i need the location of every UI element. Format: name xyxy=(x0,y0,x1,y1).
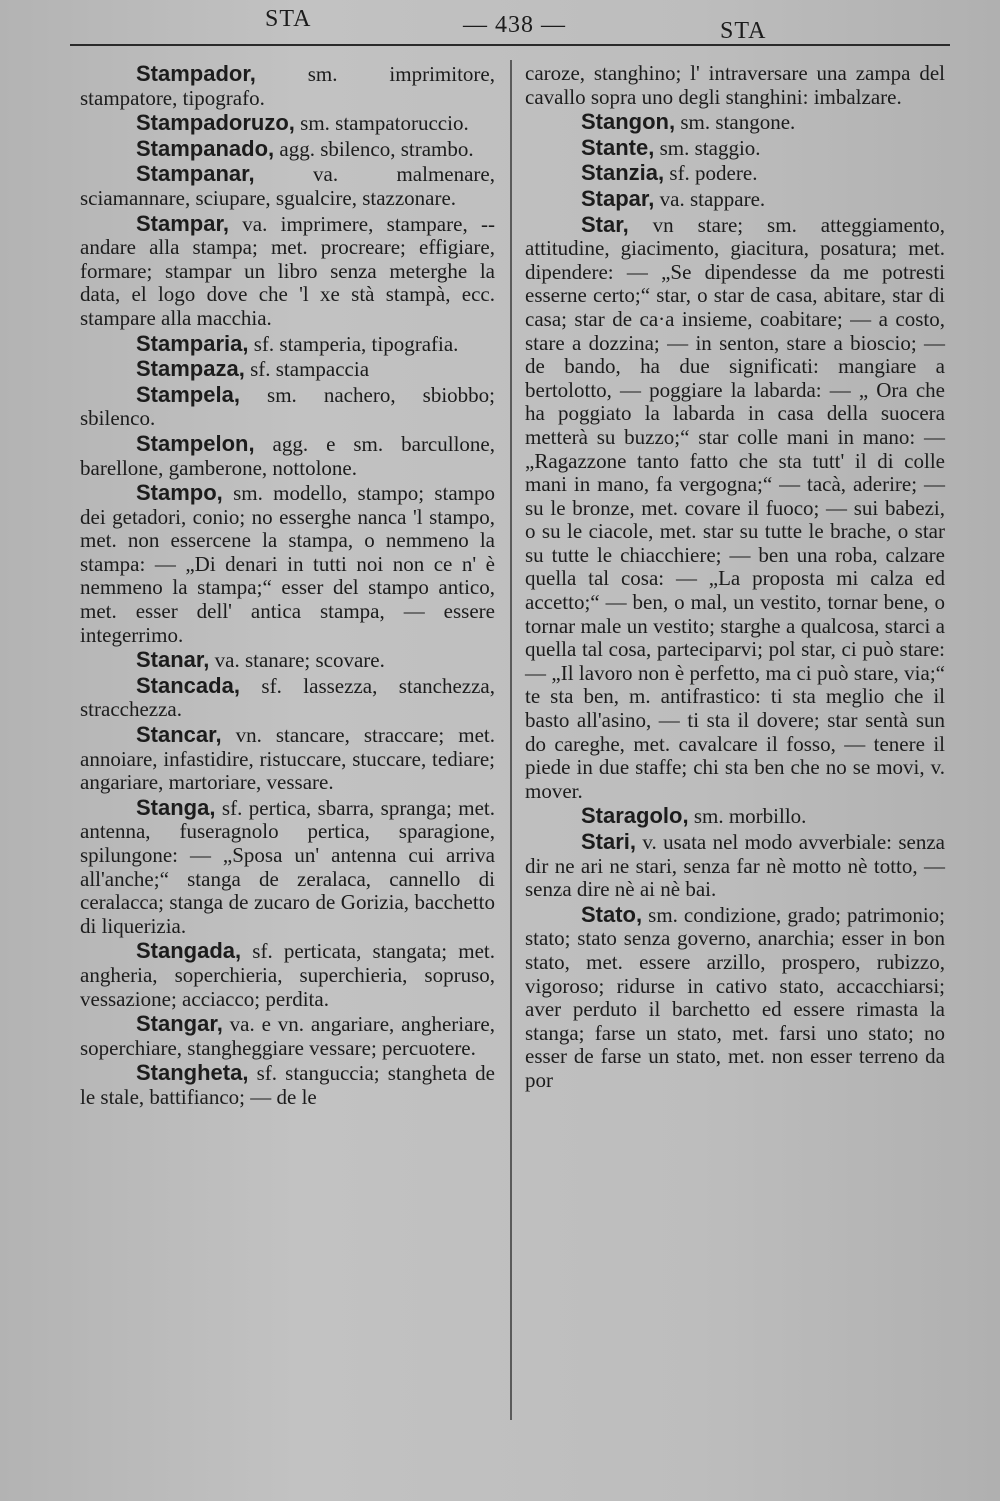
dictionary-entry xyxy=(80,357,495,382)
headword: Stato, xyxy=(581,901,643,927)
dictionary-entry-continued xyxy=(525,62,945,109)
definition: sm. stampatoruccio. xyxy=(294,111,469,136)
definition: sf. podere. xyxy=(664,161,758,186)
dictionary-entry xyxy=(80,212,495,331)
headword: Stanga, xyxy=(136,794,216,820)
definition: sf. stampaccia xyxy=(244,357,370,382)
definition: sf. stamperia, tipografia. xyxy=(248,331,459,356)
dictionary-entry xyxy=(80,162,495,210)
headword: Stangon, xyxy=(581,109,676,135)
right-column xyxy=(525,62,945,1094)
definition: sf. stanguccia; stangheta de le stale, battifianco; — de le xyxy=(80,1061,495,1109)
dictionary-entry xyxy=(525,110,945,135)
definition: sf. perticata, stangata; met. angheria, soperchieria, superchieria, sopruso, vessazione; acciacco; perdita. xyxy=(80,939,495,1011)
headword: Staragolo, xyxy=(581,803,689,829)
headword: Stampar, xyxy=(136,210,229,236)
dictionary-entry xyxy=(525,804,945,829)
definition: sm. morbillo. xyxy=(688,804,807,829)
page-number: — 438 — xyxy=(463,12,566,38)
page-header xyxy=(70,4,950,46)
definition: sm. stangone. xyxy=(675,110,796,135)
definition: sm. condizione, grado; patrimonio; stato; stato senza governo, anarchia; esser in bon stato, met. essere arzillo, prospero, rubizzo, vigoroso; ridurse in cativo stato, accacchiarsi; aver perduto il barchetto ed essere rimasta la stanga; farse un stato, met. farsi uno stato; no esser de farse un stato, met. non esser terreno da por xyxy=(525,902,945,1092)
definition: agg. sbilenco, strambo. xyxy=(274,136,474,161)
definition: sm. nachero, sbiobbo; sbilenco. xyxy=(80,382,495,431)
definition: caroze, stanghino; l' intraversare una zampa del cavallo sopra uno degli stanghini: imbalzare. xyxy=(525,61,945,109)
dictionary-entry xyxy=(80,432,495,480)
dictionary-entry xyxy=(525,830,945,902)
dictionary-entry xyxy=(80,796,495,939)
dictionary-entry xyxy=(80,939,495,1011)
header-right-guide-word: STA xyxy=(720,18,767,44)
dictionary-entry xyxy=(80,481,495,647)
dictionary-entry xyxy=(80,674,495,722)
definition: va. e vn. angariare, angheriare, soperchiare, stangheggiare vessare; percuotere. xyxy=(80,1012,495,1060)
headword: Stamparia, xyxy=(136,330,249,356)
dictionary-entry xyxy=(80,1012,495,1060)
headword: Stanar, xyxy=(136,647,210,673)
definition: sm. modello, stampo; stampo dei getadori, conio; no esserghe nanca 'l stampo, met. non essercene la stampa, o nemmeno la stampa: — „Di denari in tutti noi non ce n' è nemmeno la stampa;“ esser del stampo antico, met. esser dell' antica stampa, — essere integerrimo. xyxy=(80,481,495,647)
column-divider xyxy=(510,60,512,1420)
definition: va. imprimere, stampare, -- andare alla stampa; met. procreare; effigiare, formare; stampar un libro senza meterghe la data, el logo dove che 'l xe stà stampà, ecc. stampare alla macchia. xyxy=(80,211,495,330)
headword: Stampadoruzo, xyxy=(136,110,295,136)
definition: sf. pertica, sbarra, spranga; met. antenna, fuseragnolo pertica, sparagione, spilungone: — „Sposa un' antenna cui arriva all'anche;“ stanga de zeralaca, cannello di ceralacca; stanga de zucaro de Gorizia, bacchetto di liquerizia. xyxy=(80,795,495,938)
definition: agg. e sm. barcullone, barellone, gamberone, nottolone. xyxy=(80,431,495,480)
dictionary-entry xyxy=(80,137,495,162)
dictionary-entry xyxy=(525,213,945,804)
dictionary-entry xyxy=(525,161,945,186)
definition: sm. staggio. xyxy=(654,135,761,160)
headword: Stampaza, xyxy=(136,356,245,382)
dictionary-entry xyxy=(525,136,945,161)
definition: sf. lassezza, stanchezza, stracchezza. xyxy=(80,673,495,722)
dictionary-entry xyxy=(80,723,495,795)
headword: Stancada, xyxy=(136,672,240,698)
headword: Star, xyxy=(581,211,629,237)
definition: va. malmenare, sciamannare, sciupare, sgualcire, stazzonare. xyxy=(80,162,495,210)
header-left-guide-word: STA xyxy=(265,6,312,32)
dictionary-entry xyxy=(80,332,495,357)
headword: Stapar, xyxy=(581,185,655,211)
definition: va. stanare; scovare. xyxy=(209,648,385,673)
headword: Stanzia, xyxy=(581,160,665,186)
dictionary-entry xyxy=(80,111,495,136)
definition: va. stappare. xyxy=(654,186,766,211)
definition: vn. stancare, straccare; met. annoiare, infastidire, ristuccare, stuccare, tediare; angariare, martoriare, vessare. xyxy=(80,723,495,795)
dictionary-entry xyxy=(525,903,945,1093)
headword: Stangar, xyxy=(136,1011,223,1037)
headword: Stari, xyxy=(581,829,637,854)
definition: v. usata nel modo avverbiale: senza dir ne ari ne stari, senza far nè motto nè totto, — senza dire nè ai nè bai. xyxy=(525,830,945,902)
definition: vn stare; sm. atteggiamento, attitudine, giacimento, giacitura, posatura; met. dipendere: — „Se dipendesse da me potresti esserne certo;“ star, o star de casa, abitare, star di casa; star de ca·a insieme, coabitare; — a costo, stare a dozzina; — in senton, stare a bioscio; — de bando, ha due significati: mangiare a bertolotto, — poggiare la labarda: — „ Ora che ha poggiato la labarda in casa della suocera metterà su buzzo;“ star colle mani in mano: — „Ragazzone tanto fatto che sta tutt' il di colle mani in mano, fa vergogna;“ — tacà, aderire; — su le bronze, met. covare il fuoco; — sui babezi, o su le ciacole, met. star su tutte le brache, o star su tutte le chiacchiere; — ben una roba, calzare quella tal cosa: — „La proposta mi calza ed accetto;“ — ben, o mal, un vestito, tornar bene, o tornar male un vestito; starghe a qualcosa, starci a quella tal cosa, parteciparvi; pol star, ci può stare: — „Il lavoro non è perfetto, ma ci può stare, via;“ te sta ben, m. antifrastico: ti sta meglio che il basto all'asino, — ti sta il dovere; star sentà sun do careghe, met. cavalcare il fosso, — tenere il piede in due staffe; chi sta ben che no se movi, v. mover. xyxy=(525,212,945,803)
dictionary-entry xyxy=(80,648,495,673)
headword: Stampador, xyxy=(136,61,256,86)
dictionary-entry xyxy=(80,383,495,431)
dictionary-entry xyxy=(80,62,495,110)
headword: Stangheta, xyxy=(136,1060,249,1086)
headword: Stampanar, xyxy=(136,161,255,187)
dictionary-entry xyxy=(80,1061,495,1109)
headword: Stante, xyxy=(581,134,655,160)
dictionary-entry xyxy=(525,187,945,212)
headword: Stangada, xyxy=(136,938,242,964)
headword: Stampela, xyxy=(136,381,240,407)
definition: sm. imprimitore, stampatore, tipografo. xyxy=(80,62,495,110)
headword: Stampelon, xyxy=(136,430,255,456)
headword: Stancar, xyxy=(136,722,222,748)
headword: Stampo, xyxy=(136,480,223,506)
headword: Stampanado, xyxy=(136,135,275,161)
left-column xyxy=(80,62,495,1111)
